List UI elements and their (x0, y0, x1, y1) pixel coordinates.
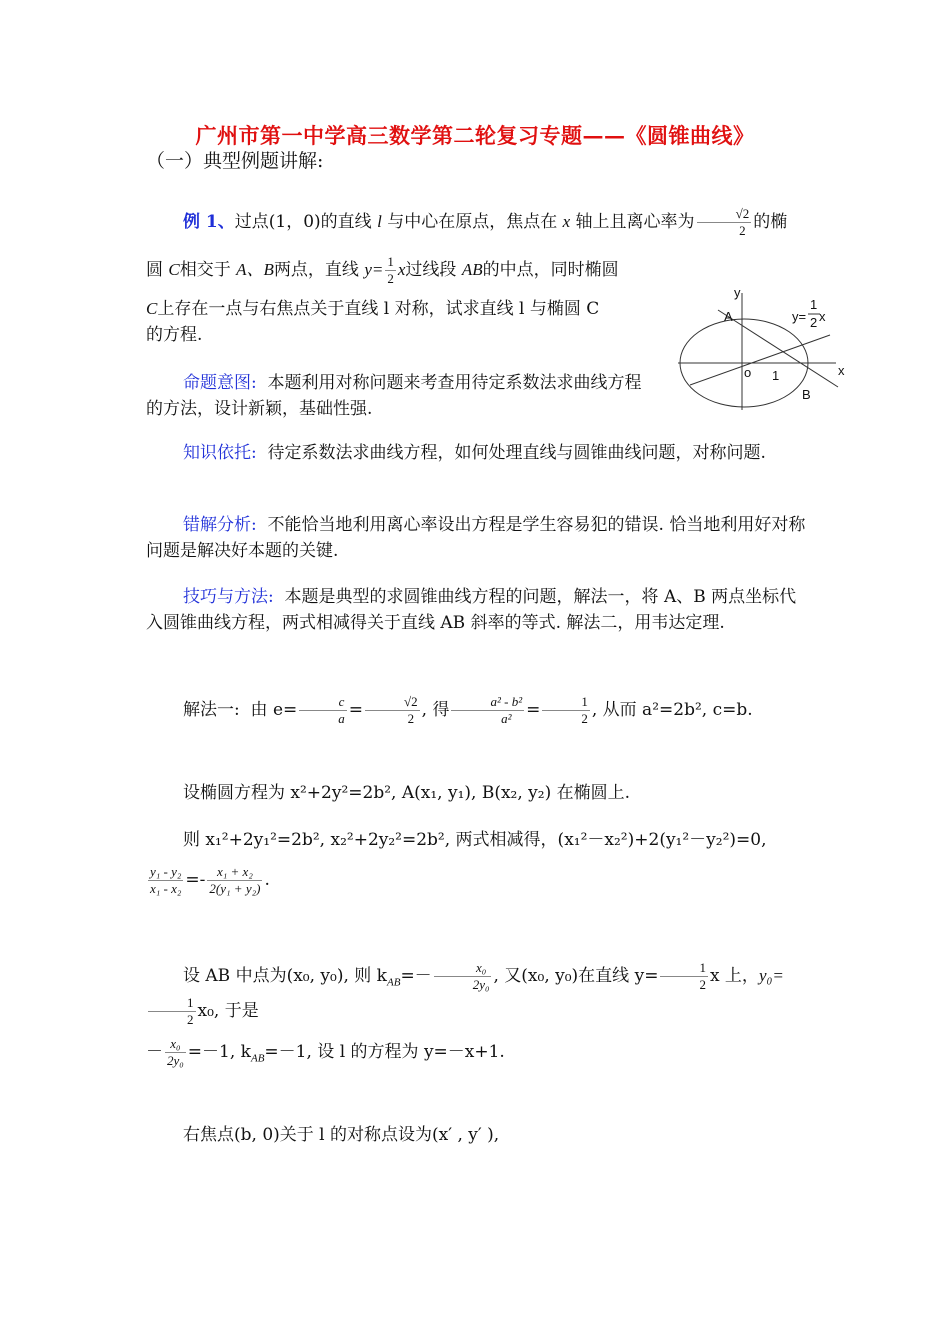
knowledge-paragraph (146, 440, 810, 466)
point-a-label: A (724, 309, 733, 324)
fraction-a2b2-over-a2: $\frac{\text{a² - b²}}{\text{a²}}$ (451, 694, 524, 727)
line-half-x (690, 335, 830, 385)
solution-label: 解法一: (183, 700, 240, 720)
section-heading: （一）典型例题讲解: (146, 150, 324, 172)
skill-paragraph (146, 584, 810, 636)
line-label-x: x (819, 309, 826, 324)
ellipse-figure (668, 285, 848, 415)
fraction-dy-over-dx: $\frac{\text{y₁ - y₂}}{\text{x₁ - x₂}}$ (150, 864, 182, 896)
point-b-label: B (802, 387, 811, 402)
step-5: － $\frac{\text{x₀}}{\text{2y₀}}$ =－1, $k_{AB}=-1$, 设 l 的方程为 y=－x+1. (146, 1036, 505, 1068)
math-x: x (562, 212, 571, 231)
fraction-1-over-2: $\frac{1}{2}$ (387, 254, 394, 286)
step-4: 设 AB 中点为(x₀, y₀), 则 $k_{AB}=-$ $\frac{\text{x₀}}{\text{2y₀}}$ , 又(x₀, y₀)在直线 y= $\frac{1}{2}$ x 上，y₀= $\frac{1}{2}$ x₀, 于是 (146, 960, 810, 1028)
example-1-line-2: 圆 C相交于 A、B两点，直线 y= $\frac{1}{2}$ x过线段 AB的中点，同时椭圆 (146, 254, 619, 286)
example-label: 例 1、 (183, 212, 235, 232)
y-axis-label: y (734, 285, 741, 300)
step-6: 右焦点(b, 0)关于 l 的对称点设为(x′ , y′ ), (183, 1125, 500, 1145)
fraction-sqrt2-over-2: $\frac{√2}{2}$ (697, 206, 752, 239)
fraction-1-over-2: $\frac{1}{2}$ (660, 960, 708, 993)
fraction-x0-over-2y0: $\frac{\text{x₀}}{\text{2y₀}}$ (434, 960, 492, 993)
solution-line: 解法一: 由 e= $\frac{c}{a}$ = $\frac{√2}{2}$ , 得 $\frac{\text{a² - b²}}{\text{a²}}$ = $\frac{1}{2}$ , 从而 a²=2b², c=b. (183, 694, 753, 726)
fraction-x0-over-2y0: $\frac{\text{x₀}}{\text{2y₀}}$ (167, 1036, 184, 1068)
fraction-c-over-a: $\frac{c}{a}$ (299, 694, 347, 727)
fraction-1-over-2: $\frac{1}{2}$ (148, 995, 196, 1028)
example-1-line-4: 的方程. (146, 325, 203, 345)
text: 与中心在原点，焦点在 (381, 212, 563, 232)
line-label-num: 1 (810, 297, 818, 312)
fraction-1-over-2: $\frac{1}{2}$ (542, 694, 590, 727)
intent-paragraph (146, 370, 646, 422)
error-paragraph (146, 512, 810, 564)
x-axis-label: x (838, 363, 845, 378)
math-l: l (377, 212, 382, 231)
page-title: 广州市第一中学高三数学第二轮复习专题——《圆锥曲线》 (195, 123, 755, 148)
text: 轴上且离心率为 (570, 212, 695, 232)
text: 过点(1，0)的直线 (234, 212, 378, 232)
one-label: 1 (772, 368, 780, 383)
step-3: $\frac{\text{y₁ - y₂}}{\text{x₁ - x₂}}$ =- $\frac{\text{x₁ + x₂}}{\text{2(y₁ + y₂)}}$ . (150, 864, 270, 896)
step-1: 设椭圆方程为 x²+2y²=2b², A(x₁, y₁), B(x₂, y₂) 在椭圆上. (183, 783, 631, 803)
skill-label: 技巧与方法: (183, 587, 274, 607)
line-label-y: y= (792, 309, 807, 324)
knowledge-text: 待定系数法求曲线方程，如何处理直线与圆锥曲线问题，对称问题. (267, 443, 766, 463)
fraction-sum-x-over-sum-y: $\frac{\text{x₁ + x₂}}{\text{2(y₁ + y₂)}}$ (209, 864, 261, 896)
error-label: 错解分析: (183, 515, 257, 535)
text: 的椭 (753, 212, 788, 232)
step-2: 则 x₁²+2y₁²=2b², x₂²+2y₂²=2b², 两式相减得，(x₁²－x₂²)+2(y₁²－y₂²)=0, (183, 830, 767, 850)
error-text: 不能恰当地利用离心率设出方程是学生容易犯的错误. 恰当地利用好对称问题是解决好本题的关键. (146, 515, 806, 561)
intent-label: 命题意图: (183, 373, 257, 393)
fraction-sqrt2-over-2: $\frac{√2}{2}$ (365, 694, 420, 727)
example-1-line-3: C上存在一点与右焦点关于直线 l 对称，试求直线 l 与椭圆 C (146, 299, 600, 319)
line-label-den: 2 (810, 315, 818, 330)
skill-text: 本题是典型的求圆锥曲线方程的问题，解法一，将 A、B 两点坐标代入圆锥曲线方程，两式相减得关于直线 AB 斜率的等式. 解法二，用韦达定理. (146, 587, 797, 633)
example-1-line-1 (146, 206, 810, 239)
knowledge-label: 知识依托: (183, 443, 257, 463)
intent-text: 本题利用对称问题来考查用待定系数法求曲线方程的方法，设计新颖，基础性强. (146, 373, 642, 419)
origin-label: o (744, 365, 752, 380)
